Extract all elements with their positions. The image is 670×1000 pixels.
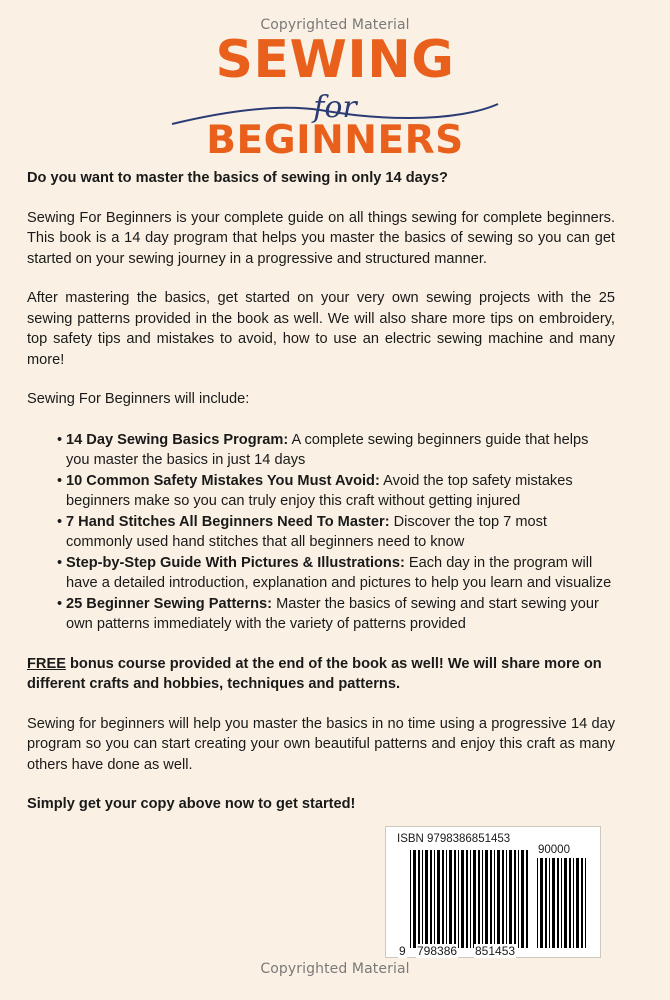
barcode-bar <box>502 850 504 948</box>
barcode-bar <box>526 850 528 948</box>
isbn-barcode <box>385 826 601 958</box>
intro-paragraph: After mastering the basics, get started on your very own sewing projects with the 25 sewing patterns provided in the book as well. We will also share more tips on embroidery, top safety tips and mistakes to avoid, how to use an electric sewing machine and many more! <box>27 290 615 368</box>
feature-title: 14 Day Sewing Basics Program: <box>66 431 289 448</box>
barcode-bar <box>466 850 468 948</box>
feature-title: Step-by-Step Guide With Pictures & Illustrations: <box>66 554 405 571</box>
barcode-bar <box>506 850 507 948</box>
title-beginners: BEGINNERS <box>206 118 464 163</box>
title-sewing: SEWING <box>215 30 455 90</box>
barcode-bar <box>470 850 471 948</box>
feature-item <box>57 430 615 471</box>
closing-paragraph: Sewing for beginners will help you master the basics in no time using a progressive 14 day program so you can start creating your own beautiful patterns and enjoy this craft as many others have done as well. <box>27 715 615 773</box>
barcode-bar <box>425 850 428 948</box>
barcode-bar <box>569 858 571 948</box>
barcode-bar <box>461 850 464 948</box>
barcode-bar <box>410 850 411 948</box>
barcode-bar <box>573 858 574 948</box>
feature-text: Discover the top 7 most commonly used hand stitches that all beginners need to know <box>66 513 547 550</box>
feature-title: 10 Common Safety Mistakes You Must Avoid: <box>66 472 380 489</box>
barcode-digit-prefix: 9 <box>399 944 406 958</box>
book-title <box>0 30 670 163</box>
barcode-bar <box>473 850 476 948</box>
bullet-icon: • <box>57 513 63 530</box>
barcode-bar <box>442 850 444 948</box>
barcode-bar <box>545 858 547 948</box>
barcode-digits-left: 798386 <box>417 944 458 958</box>
feature-item <box>57 512 615 553</box>
feature-item <box>57 594 615 635</box>
barcode-bar <box>581 858 583 948</box>
barcode-bar <box>521 850 524 948</box>
barcode-bar <box>422 850 423 948</box>
bonus-text: bonus course provided at the end of the book as well! We will share more on different crafts and hobbies, techniques and patterns. <box>27 655 602 692</box>
title-for-script: for <box>313 90 357 125</box>
free-label: FREE <box>27 655 66 672</box>
feature-text: A complete sewing beginners guide that helps you master the basics in just 14 days <box>66 431 589 468</box>
barcode-bar <box>437 850 440 948</box>
barcode-bar <box>449 850 452 948</box>
barcode-bars <box>410 850 528 948</box>
barcode-bar <box>418 850 420 948</box>
copyright-watermark-top: Copyrighted Material <box>260 17 410 33</box>
bullet-icon: • <box>57 431 63 448</box>
feature-title: 25 Beginner Sewing Patterns: <box>66 595 272 612</box>
barcode-bar <box>561 858 562 948</box>
barcode-bar <box>497 850 500 948</box>
barcode-bar <box>585 858 586 948</box>
bullet-icon: • <box>57 554 63 571</box>
feature-title: 7 Hand Stitches All Beginners Need To Master: <box>66 513 390 530</box>
barcode-bar <box>494 850 495 948</box>
feature-item <box>57 471 615 512</box>
bullet-icon: • <box>57 472 63 489</box>
barcode-bar <box>518 850 519 948</box>
headline: Do you want to master the basics of sewing in only 14 days? <box>27 170 448 186</box>
barcode-bar <box>454 850 456 948</box>
barcode-bar <box>478 850 480 948</box>
bonus-paragraph <box>27 654 615 695</box>
description-body <box>27 168 615 815</box>
feature-text: Avoid the top safety mistakes beginners make so you can truly enjoy this craft without getting injured <box>66 472 573 509</box>
barcode-digits-right: 851453 <box>475 944 516 958</box>
price-addon-bars <box>537 858 589 948</box>
barcode-bar <box>514 850 516 948</box>
feature-item <box>57 553 615 594</box>
barcode-bar <box>430 850 432 948</box>
barcode-bar <box>540 858 543 948</box>
isbn-label: ISBN 9798386851453 <box>397 833 511 845</box>
barcode-bar <box>446 850 447 948</box>
bullet-icon: • <box>57 595 63 612</box>
barcode-bar <box>552 858 555 948</box>
includes-lead-in: Sewing For Beginners will include: <box>27 391 250 407</box>
barcode-bar <box>549 858 550 948</box>
barcode-bar <box>413 850 416 948</box>
barcode-bar <box>482 850 483 948</box>
barcode-bar <box>537 858 538 948</box>
barcode-bar <box>557 858 559 948</box>
price-code: 90000 <box>538 844 570 856</box>
feature-text: Each day in the program will have a detailed introduction, explanation and pictures to help you learn and visualize <box>66 554 612 591</box>
barcode-bar <box>485 850 488 948</box>
barcode-bar <box>490 850 492 948</box>
barcode-bar <box>576 858 579 948</box>
feature-list <box>27 430 615 635</box>
barcode-bar <box>509 850 512 948</box>
call-to-action: Simply get your copy above now to get started! <box>27 796 356 812</box>
barcode-bar <box>434 850 435 948</box>
barcode-bar <box>458 850 459 948</box>
intro-paragraph: Sewing For Beginners is your complete guide on all things sewing for complete beginners. This book is a 14 day program that helps you master the basics of sewing so you can get started on your sewing journey in a progressive and structured manner. <box>27 209 615 267</box>
feature-text: Master the basics of sewing and start sewing your own patterns immediately with the variety of patterns provided <box>66 595 599 632</box>
barcode-bar <box>564 858 567 948</box>
copyright-watermark-bottom: Copyrighted Material <box>260 961 410 977</box>
